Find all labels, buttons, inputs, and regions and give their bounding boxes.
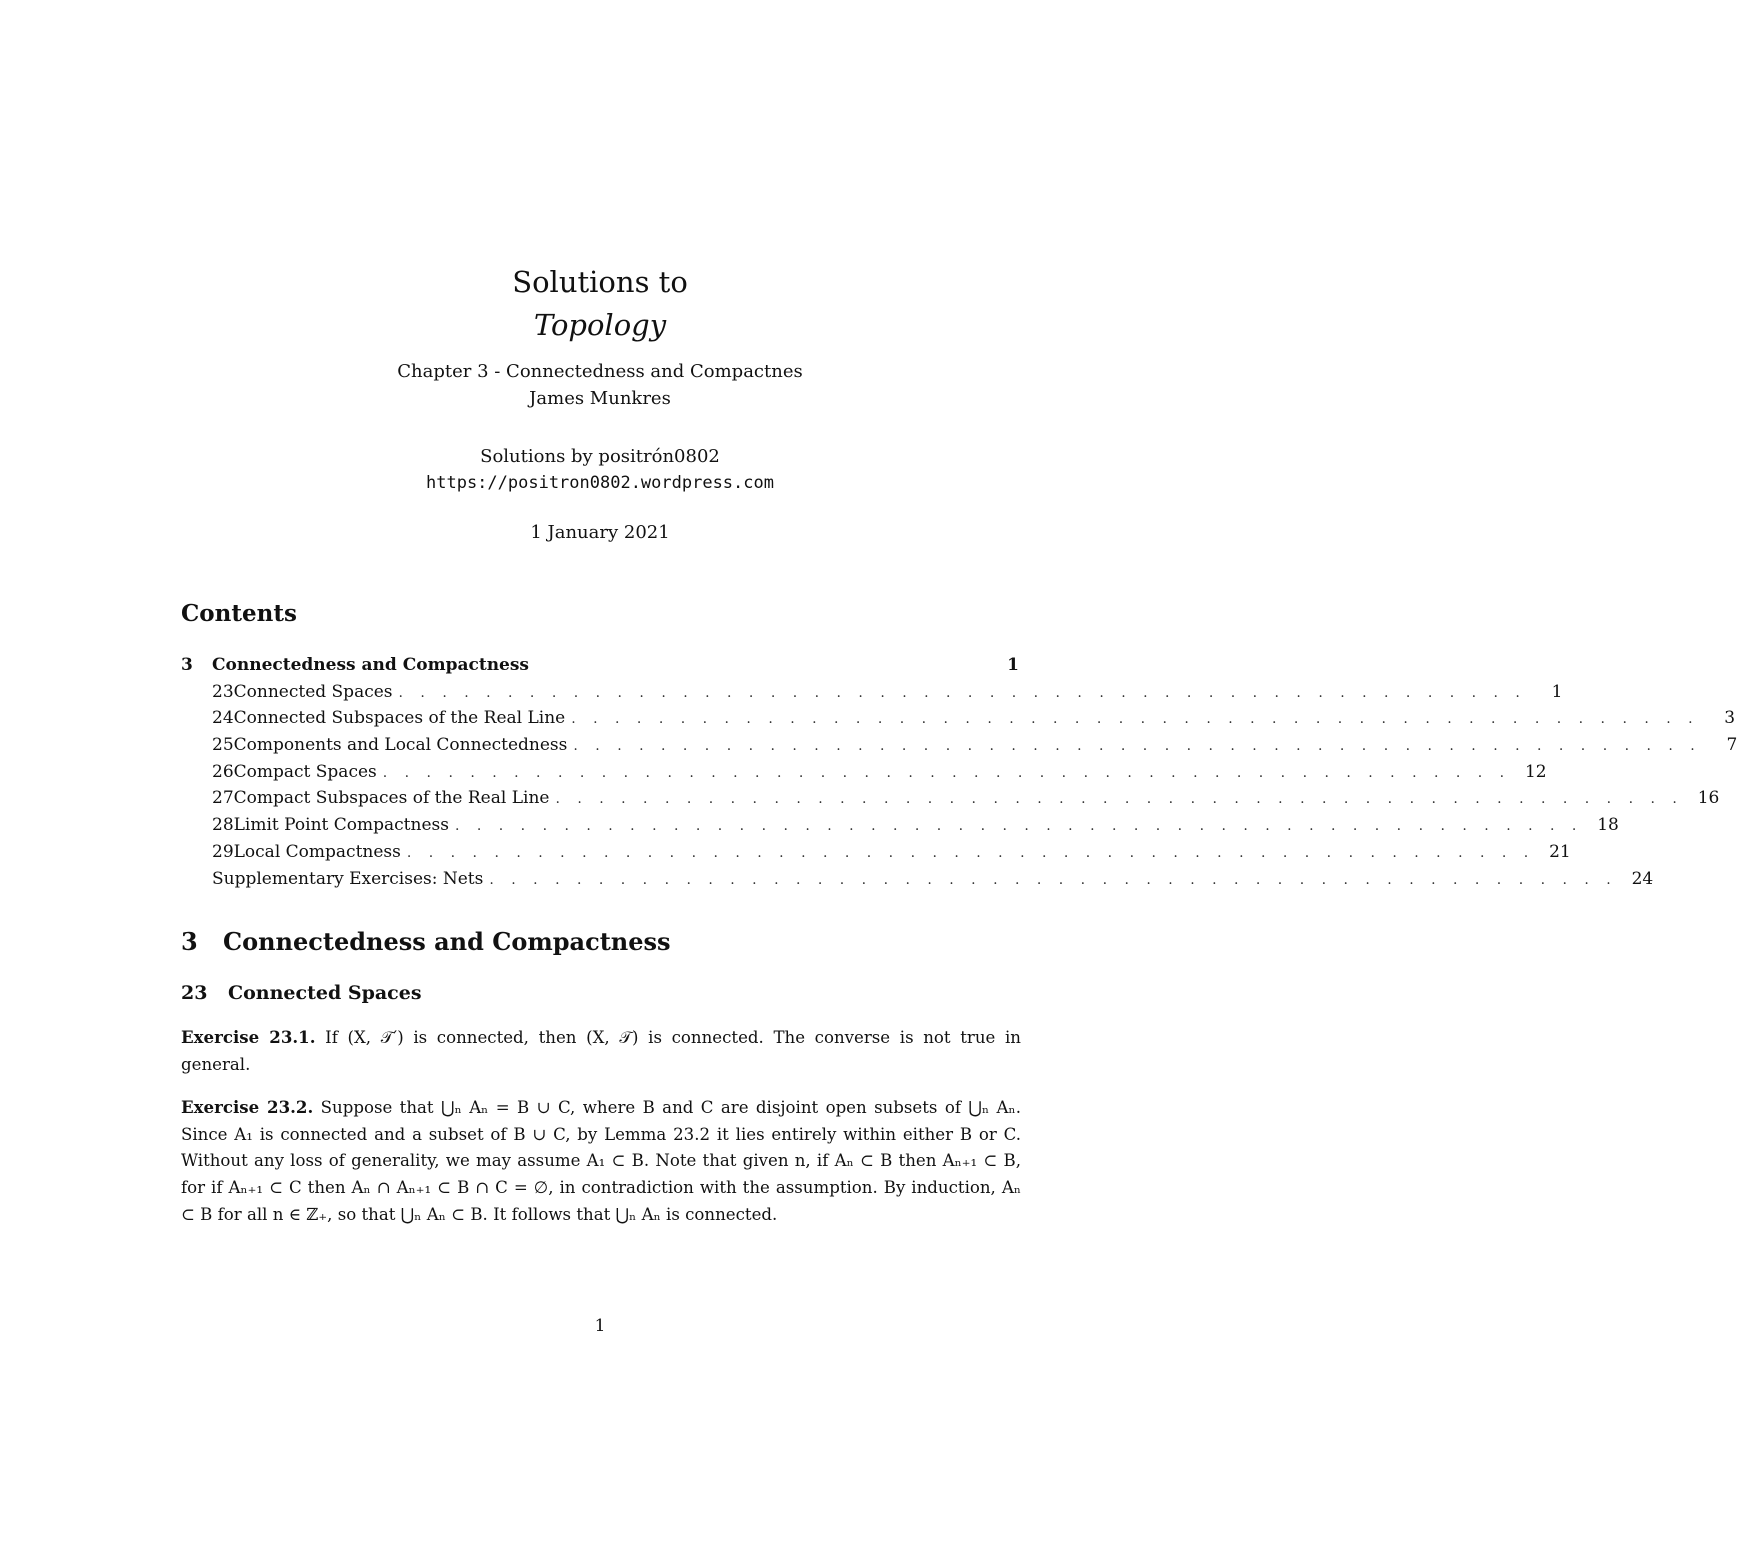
toc-chapter-entry[interactable]	[181, 655, 1019, 682]
toc-entry-page: 1	[1551, 681, 1563, 702]
toc-entry-number: 28	[212, 815, 234, 836]
contents-heading: Contents	[181, 600, 297, 627]
toc-entry-29[interactable]	[181, 841, 1571, 869]
toc-entry-page: 21	[1549, 841, 1571, 862]
solutions-by: Solutions by positrón0802	[480, 446, 720, 467]
toc-chapter-page: 1	[1007, 655, 1019, 675]
toc-entry-label: Compact Subspaces of the Real Line	[233, 788, 550, 809]
section-heading	[181, 927, 671, 956]
toc-entry-number: 23	[212, 681, 234, 702]
title-block	[0, 262, 1200, 546]
toc-entry-page: 24	[1631, 868, 1654, 889]
exercise-text: Suppose that ⋃ₙ Aₙ = B ∪ C, where B and C are disjoint open subsets of ⋃ₙ Aₙ. Since A₁ is connected and a subset of B ∪ C, by Lemma 23.2 it lies entirely within either B or C. Without any loss of generality, we may assume A₁ ⊂ B. Note that given n, if Aₙ ⊂ B then Aₙ₊₁ ⊂ B, for if Aₙ₊₁ ⊂ C then Aₙ ∩ Aₙ₊₁ ⊂ B ∩ C = ∅, in contradiction with the assumption. By induction, Aₙ ⊂ B for all n ∈ ℤ₊, so that ⋃ₙ Aₙ ⊂ B. It follows that ⋃ₙ Aₙ is connected.	[181, 1098, 1021, 1224]
subsection-heading	[181, 982, 422, 1004]
chapter-subtitle: Chapter 3 - Connectedness and Compactnes	[397, 361, 803, 382]
toc-entry-number: 24	[212, 708, 234, 729]
toc-leader-dots: . . . . . . . . . . . . . . . . . . . . . . . . . . . . . . . . . . . . . . . . . . . . . . . . . . . .	[573, 738, 1702, 755]
toc-chapter-number: 3	[181, 655, 193, 675]
toc-entry-page: 12	[1524, 761, 1547, 782]
toc-leader-dots: . . . . . . . . . . . . . . . . . . . . . . . . . . . . . . . . . . . . . . . . . . . . . . . . . . . .	[454, 818, 1583, 835]
exercise-label: Exercise 23.2.	[181, 1097, 314, 1117]
toc-leader-dots: . . . . . . . . . . . . . . . . . . . . . . . . . . . . . . . . . . . . . . . . . . . . . . . . . . . .	[489, 871, 1618, 888]
toc-entry-27[interactable]	[181, 788, 1720, 815]
toc-leader-dots: . . . . . . . . . . . . . . . . . . . . . . . . . . . . . . . . . . . . . . . . . . . . . . . . . . . .	[406, 844, 1535, 861]
page-number: 1	[594, 1316, 606, 1336]
toc-leader-dots: . . . . . . . . . . . . . . . . . . . . . . . . . . . . . . . . . . . . . . . . . . . . . . . . . . . .	[398, 684, 1527, 701]
toc-entry-26[interactable]	[181, 761, 1547, 789]
toc-leader-dots: . . . . . . . . . . . . . . . . . . . . . . . . . . . . . . . . . . . . . . . . . . . . . . . . . . . .	[571, 711, 1700, 728]
exercise-23-2	[181, 1094, 1021, 1229]
toc-entry-label: Supplementary Exercises: Nets	[212, 868, 484, 889]
exercise-23-1	[181, 1024, 1021, 1078]
toc-entry-number: 26	[212, 761, 234, 782]
toc-entry-page: 3	[1724, 708, 1736, 729]
toc-entry-label: Limit Point Compactness	[233, 815, 449, 836]
subsection-number: 23	[181, 982, 208, 1004]
toc-entry-page: 7	[1726, 735, 1737, 756]
toc-entry-label: Local Compactness	[233, 841, 401, 862]
toc-entry-23[interactable]	[181, 681, 1563, 709]
exercise-label: Exercise 23.1.	[181, 1027, 316, 1047]
toc-entry-label: Compact Spaces	[233, 761, 377, 782]
section-number: 3	[181, 927, 198, 956]
toc-entry-supplementary[interactable]	[181, 868, 1654, 896]
toc-entry-page: 16	[1697, 788, 1720, 809]
toc-entry-number: 29	[212, 841, 234, 862]
toc-leader-dots: . . . . . . . . . . . . . . . . . . . . . . . . . . . . . . . . . . . . . . . . . . . . . . . . . . . .	[382, 764, 1511, 781]
title-line-1: Solutions to	[512, 265, 688, 299]
toc-entry-24[interactable]	[181, 708, 1736, 735]
section-title: Connectedness and Compactness	[223, 927, 671, 956]
subsection-title: Connected Spaces	[228, 982, 422, 1004]
toc-leader-dots: . . . . . . . . . . . . . . . . . . . . . . . . . . . . . . . . . . . . . . . . . . . . . . . . . . . .	[555, 791, 1684, 808]
toc-chapter-label: Connectedness and Compactness	[212, 655, 530, 675]
toc-entry-number: 25	[212, 735, 234, 756]
exercise-text: If (X, 𝒯′) is connected, then (X, 𝒯) is connected. The converse is not true in general.	[181, 1028, 1021, 1074]
table-of-contents	[181, 655, 1737, 895]
toc-entry-28[interactable]	[181, 815, 1619, 842]
toc-entry-label: Connected Spaces	[233, 681, 393, 702]
title-book: Topology	[533, 308, 667, 342]
toc-entry-25[interactable]	[181, 735, 1737, 762]
toc-entry-label: Connected Subspaces of the Real Line	[233, 708, 566, 729]
toc-entry-label: Components and Local Connectedness	[233, 735, 568, 756]
toc-entry-page: 18	[1597, 815, 1619, 836]
toc-entry-number: 27	[212, 788, 234, 809]
author: James Munkres	[529, 388, 671, 409]
date: 1 January 2021	[530, 522, 670, 543]
website-url[interactable]: https://positron0802.wordpress.com	[426, 473, 774, 493]
